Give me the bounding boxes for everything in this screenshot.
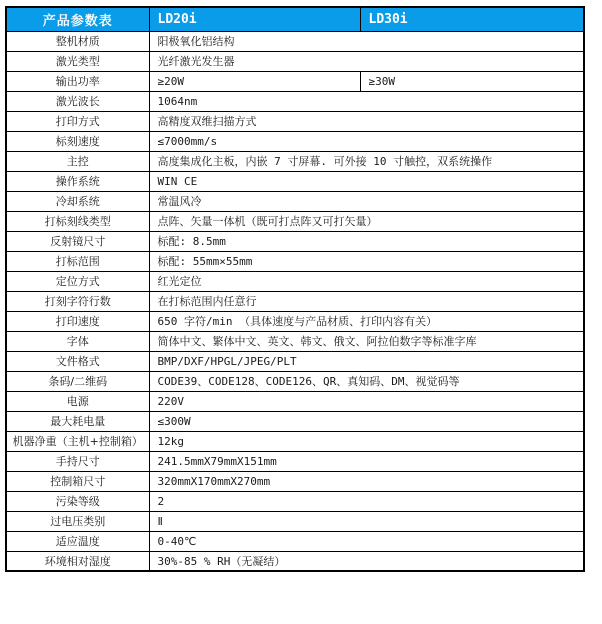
table-row — [6, 91, 584, 111]
param-value: 标配: 8.5mm — [149, 231, 584, 251]
table-row — [6, 231, 584, 251]
table-row — [6, 191, 584, 211]
param-label: 标刻速度 — [6, 131, 149, 151]
param-label: 主控 — [6, 151, 149, 171]
param-value: CODE39、CODE128、CODE126、QR、真知码、DM、视觉码等 — [149, 371, 584, 391]
product-spec-table — [5, 6, 585, 572]
table-row — [6, 351, 584, 371]
param-value: ≥20W — [149, 71, 360, 91]
param-value: 高度集成化主板，内嵌 7 寸屏幕. 可外接 10 寸触控，双系统操作 — [149, 151, 584, 171]
param-label: 操作系统 — [6, 171, 149, 191]
param-value: 点阵、矢量一体机（既可打点阵又可打矢量） — [149, 211, 584, 231]
param-label: 打标范围 — [6, 251, 149, 271]
param-label: 打标刻线类型 — [6, 211, 149, 231]
table-row — [6, 531, 584, 551]
param-label: 打刻字符行数 — [6, 291, 149, 311]
table-row — [6, 171, 584, 191]
param-value: 30%-85 % RH（无凝结） — [149, 551, 584, 571]
param-label: 条码/二维码 — [6, 371, 149, 391]
model-b-header: LD30i — [360, 7, 584, 31]
header-row — [6, 7, 584, 31]
table-row — [6, 331, 584, 351]
param-value: 320mmX170mmX270mm — [149, 471, 584, 491]
table-row — [6, 511, 584, 531]
table-row — [6, 451, 584, 471]
param-label: 整机材质 — [6, 31, 149, 51]
param-value: ≤7000mm/s — [149, 131, 584, 151]
param-label: 文件格式 — [6, 351, 149, 371]
param-value: 241.5mmX79mmX151mm — [149, 451, 584, 471]
table-row — [6, 371, 584, 391]
param-label: 电源 — [6, 391, 149, 411]
table-row — [6, 71, 584, 91]
table-row — [6, 271, 584, 291]
table-row — [6, 251, 584, 271]
param-value: 红光定位 — [149, 271, 584, 291]
param-value: 简体中文、繁体中文、英文、韩文、俄文、阿拉伯数字等标准字库 — [149, 331, 584, 351]
table-row — [6, 551, 584, 571]
param-label: 激光波长 — [6, 91, 149, 111]
param-value-2: ≥30W — [360, 71, 584, 91]
param-label: 打印速度 — [6, 311, 149, 331]
param-value: 阳极氧化铝结构 — [149, 31, 584, 51]
table-row — [6, 431, 584, 451]
param-value: Ⅱ — [149, 511, 584, 531]
param-label: 环境相对湿度 — [6, 551, 149, 571]
param-value: 在打标范围内任意行 — [149, 291, 584, 311]
param-value: 标配: 55mm×55mm — [149, 251, 584, 271]
param-value: BMP/DXF/HPGL/JPEG/PLT — [149, 351, 584, 371]
param-value: 1064nm — [149, 91, 584, 111]
table-row — [6, 391, 584, 411]
param-label: 冷却系统 — [6, 191, 149, 211]
param-value: 光纤激光发生器 — [149, 51, 584, 71]
table-title: 产品参数表 — [6, 7, 149, 31]
param-label: 字体 — [6, 331, 149, 351]
table-row — [6, 311, 584, 331]
table-row — [6, 31, 584, 51]
param-label: 手持尺寸 — [6, 451, 149, 471]
table-row — [6, 491, 584, 511]
param-label: 最大耗电量 — [6, 411, 149, 431]
param-label: 激光类型 — [6, 51, 149, 71]
param-value: 12kg — [149, 431, 584, 451]
table-row — [6, 111, 584, 131]
param-value: 2 — [149, 491, 584, 511]
param-value: WIN CE — [149, 171, 584, 191]
param-value: 220V — [149, 391, 584, 411]
param-label: 污染等级 — [6, 491, 149, 511]
model-a-header: LD20i — [149, 7, 360, 31]
param-value: 0-40℃ — [149, 531, 584, 551]
param-value: 650 字符/min （具体速度与产品材质、打印内容有关） — [149, 311, 584, 331]
param-label: 机器净重（主机+控制箱） — [6, 431, 149, 451]
param-label: 反射镜尺寸 — [6, 231, 149, 251]
table-row — [6, 411, 584, 431]
table-row — [6, 471, 584, 491]
param-label: 输出功率 — [6, 71, 149, 91]
table-row — [6, 291, 584, 311]
table-row — [6, 151, 584, 171]
param-value: ≤300W — [149, 411, 584, 431]
param-label: 定位方式 — [6, 271, 149, 291]
table-row — [6, 51, 584, 71]
table-row — [6, 131, 584, 151]
param-value: 常温风冷 — [149, 191, 584, 211]
param-label: 控制箱尺寸 — [6, 471, 149, 491]
param-label: 过电压类别 — [6, 511, 149, 531]
table-row — [6, 211, 584, 231]
param-label: 适应温度 — [6, 531, 149, 551]
param-value: 高精度双维扫描方式 — [149, 111, 584, 131]
spec-rows — [6, 31, 584, 571]
param-label: 打印方式 — [6, 111, 149, 131]
